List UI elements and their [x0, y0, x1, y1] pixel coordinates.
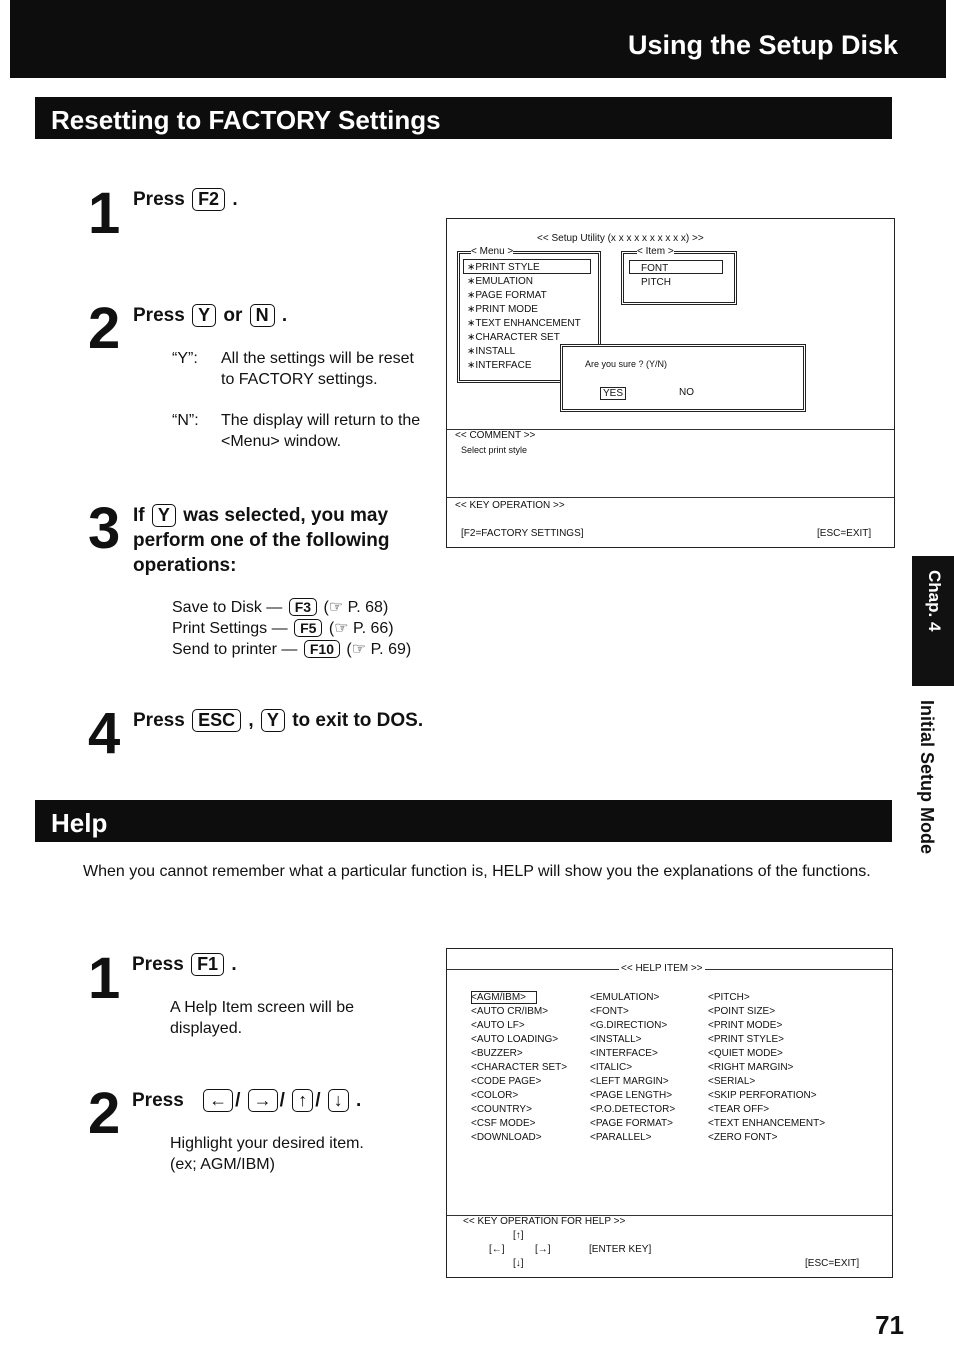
help-item: <PITCH> [708, 992, 750, 1003]
separator: / [279, 1090, 285, 1111]
help-item: <EMULATION> [590, 992, 660, 1003]
help-item: <PAGE LENGTH> [590, 1090, 673, 1101]
if-label: If [133, 505, 145, 526]
help-column-1 [471, 991, 567, 1145]
press-label: Press [132, 1090, 184, 1111]
help-item: <COUNTRY> [471, 1104, 532, 1115]
help-item: <INSTALL> [590, 1034, 642, 1045]
menu-item: ∗INSTALL [467, 346, 516, 357]
help-item: <QUIET MODE> [708, 1048, 783, 1059]
header-bar [10, 0, 946, 78]
op-label: Send to printer — [172, 641, 298, 658]
menu-item: ∗CHARACTER SET [467, 332, 560, 343]
y-description: All the settings will be reset to FACTORY settings. [221, 350, 414, 388]
step-number: 1 [88, 181, 121, 246]
press-label: Press [133, 710, 185, 731]
period: . [281, 305, 288, 326]
f10-key-icon: F10 [304, 640, 340, 658]
esc-key-hint: [ESC=EXIT] [805, 1258, 860, 1269]
help-item: <PARALLEL> [590, 1132, 652, 1143]
help-key-operation-label: << KEY OPERATION FOR HELP >> [463, 1216, 626, 1227]
y-key-icon: Y [152, 504, 176, 527]
enter-key-hint: [ENTER KEY] [589, 1244, 652, 1255]
step-number: 2 [88, 296, 121, 361]
step1-instruction [133, 188, 238, 211]
side-section-label: Initial Setup Mode [917, 700, 937, 855]
help-item: <AUTO LOADING> [471, 1034, 559, 1045]
section-heading-reset [35, 97, 892, 139]
down-key-hint: [↓] [513, 1258, 524, 1269]
step4-instruction [133, 709, 423, 732]
step-number: 2 [88, 1081, 121, 1146]
help-item: <ZERO FONT> [708, 1132, 778, 1143]
y-key-icon: Y [261, 709, 285, 732]
menu-item: ∗TEXT ENHANCEMENT [467, 318, 581, 329]
help-intro: When you cannot remember what a particular function is, HELP will show you the explanations of the functions. [83, 863, 871, 880]
or-label: or [223, 305, 243, 326]
chapter-tab [912, 556, 954, 686]
down-arrow-key-icon: ↓ [328, 1089, 349, 1112]
help-item: <COLOR> [471, 1090, 519, 1101]
confirm-dialog [560, 344, 806, 412]
list-item: Send to printer — F10 (☞ P. 69) [172, 641, 412, 658]
help-step2-text: Highlight your desired item. [170, 1135, 364, 1152]
no-option: NO [679, 387, 694, 398]
hand-pointer-icon: ☞ [351, 641, 367, 658]
menu-item: ∗EMULATION [467, 276, 533, 287]
divider [447, 497, 894, 498]
help-item: <BUZZER> [471, 1048, 523, 1059]
chapter-label: Chap. 4 [925, 570, 944, 632]
press-label: Press [133, 305, 185, 326]
step2-instruction [133, 304, 287, 327]
separator: / [235, 1090, 241, 1111]
item-option: PITCH [641, 277, 671, 288]
period: . [356, 1090, 362, 1111]
help-step2-example: (ex; AGM/IBM) [170, 1156, 275, 1173]
help-screen-title: << HELP ITEM >> [621, 963, 703, 974]
help-item: <DOWNLOAD> [471, 1132, 542, 1143]
help-item: <PRINT STYLE> [708, 1034, 784, 1045]
help-item: <FONT> [590, 1006, 629, 1017]
help-item: <PAGE FORMAT> [590, 1118, 673, 1129]
help-item: <G.DIRECTION> [590, 1020, 668, 1031]
help-column-3 [708, 991, 825, 1145]
comment-label: << COMMENT >> [455, 430, 536, 441]
right-arrow-key-icon: → [248, 1089, 278, 1112]
n-label: “N”: [172, 412, 199, 429]
help-item: <SKIP PERFORATION> [708, 1090, 817, 1101]
y-label: “Y”: [172, 350, 198, 367]
period: . [232, 189, 238, 210]
help-item: <AUTO CR/IBM> [471, 1006, 549, 1017]
help-item: <CODE PAGE> [471, 1076, 542, 1087]
step-number: 3 [88, 496, 121, 561]
menu-item: ∗INTERFACE [467, 360, 532, 371]
item-list [641, 262, 671, 290]
f2-key-icon: F2 [192, 188, 225, 211]
setup-utility-screen [446, 218, 895, 548]
step-number: 1 [88, 946, 121, 1011]
left-arrow-key-icon: ← [203, 1089, 233, 1112]
help-item: <CSF MODE> [471, 1118, 536, 1129]
item-label: < Item > [637, 246, 674, 257]
esc-key-hint: [ESC=EXIT] [817, 528, 872, 539]
help-item: <AUTO LF> [471, 1020, 525, 1031]
help-item: <INTERFACE> [590, 1048, 658, 1059]
page-ref: P. 69) [370, 641, 412, 658]
help-step1-instruction [132, 953, 237, 976]
section-heading-help [35, 800, 892, 842]
help-item: <RIGHT MARGIN> [708, 1062, 794, 1073]
help-column-2 [590, 991, 675, 1145]
key-operation-label: << KEY OPERATION >> [455, 500, 565, 511]
dialog-question: Are you sure ? (Y/N) [585, 359, 668, 369]
left-key-hint: [←] [489, 1244, 505, 1255]
help-item-screen [446, 948, 893, 1278]
comment-text: Select print style [461, 445, 528, 455]
help-step2-instruction [132, 1089, 361, 1112]
help-item: <PRINT MODE> [708, 1020, 783, 1031]
list-item: Save to Disk — F3 (☞ P. 68) [172, 599, 389, 616]
help-item: <CHARACTER SET> [471, 1062, 568, 1073]
op-label: Print Settings — [172, 620, 288, 637]
help-item: <SERIAL> [708, 1076, 756, 1087]
menu-item: ∗PAGE FORMAT [467, 290, 547, 301]
n-key-icon: N [250, 304, 275, 327]
menu-item: ∗PRINT STYLE [467, 262, 540, 273]
section-title-help: Help [51, 808, 108, 838]
page-ref: P. 66) [352, 620, 394, 637]
op-label: Save to Disk — [172, 599, 283, 616]
help-item: <ITALIC> [590, 1062, 633, 1073]
help-item: <TEAR OFF> [708, 1104, 770, 1115]
item-option: FONT [641, 263, 669, 274]
step-number: 4 [88, 701, 121, 766]
right-key-hint: [→] [535, 1244, 551, 1255]
period: . [231, 954, 237, 975]
f5-key-icon: F5 [294, 619, 322, 637]
n-description: The display will return to the <Menu> window. [221, 412, 421, 450]
f3-key-icon: F3 [289, 598, 317, 616]
comma: , [248, 710, 254, 731]
help-step1-text: A Help Item screen will be displayed. [170, 999, 355, 1037]
help-item: <AGM/IBM> [471, 992, 527, 1003]
help-item: <TEXT ENHANCEMENT> [708, 1118, 826, 1129]
press-label: Press [132, 954, 184, 975]
page-number: 71 [875, 1310, 904, 1340]
help-item: <POINT SIZE> [708, 1006, 776, 1017]
up-arrow-key-icon: ↑ [292, 1089, 313, 1112]
section-title-reset: Resetting to FACTORY Settings [51, 105, 441, 135]
yes-option: YES [600, 387, 626, 400]
step4-text: to exit to DOS. [292, 710, 424, 731]
menu-label: < Menu > [471, 246, 514, 257]
help-item: <LEFT MARGIN> [590, 1076, 669, 1087]
page-ref: P. 68) [347, 599, 389, 616]
menu-item: ∗PRINT MODE [467, 304, 538, 315]
operations-list [172, 597, 411, 660]
hand-pointer-icon: ☞ [334, 620, 349, 637]
up-key-hint: [↑] [513, 1230, 524, 1241]
separator: / [315, 1090, 321, 1111]
help-item: <P.O.DETECTOR> [590, 1104, 676, 1115]
list-item: Print Settings — F5 (☞ P. 66) [172, 620, 394, 637]
step3-instruction [133, 503, 428, 578]
screen-title: << Setup Utility (x x x x x x x x x x) >> [537, 233, 704, 244]
factory-key-hint: [F2=FACTORY SETTINGS] [461, 528, 584, 539]
y-key-icon: Y [192, 304, 216, 327]
press-label: Press [133, 189, 185, 210]
hand-pointer-icon: ☞ [328, 599, 344, 616]
f1-key-icon: F1 [191, 953, 224, 976]
header-title: Using the Setup Disk [627, 30, 898, 60]
step3-text: was selected, you may perform one of the following operations: [133, 505, 390, 576]
esc-key-icon: ESC [192, 709, 241, 732]
